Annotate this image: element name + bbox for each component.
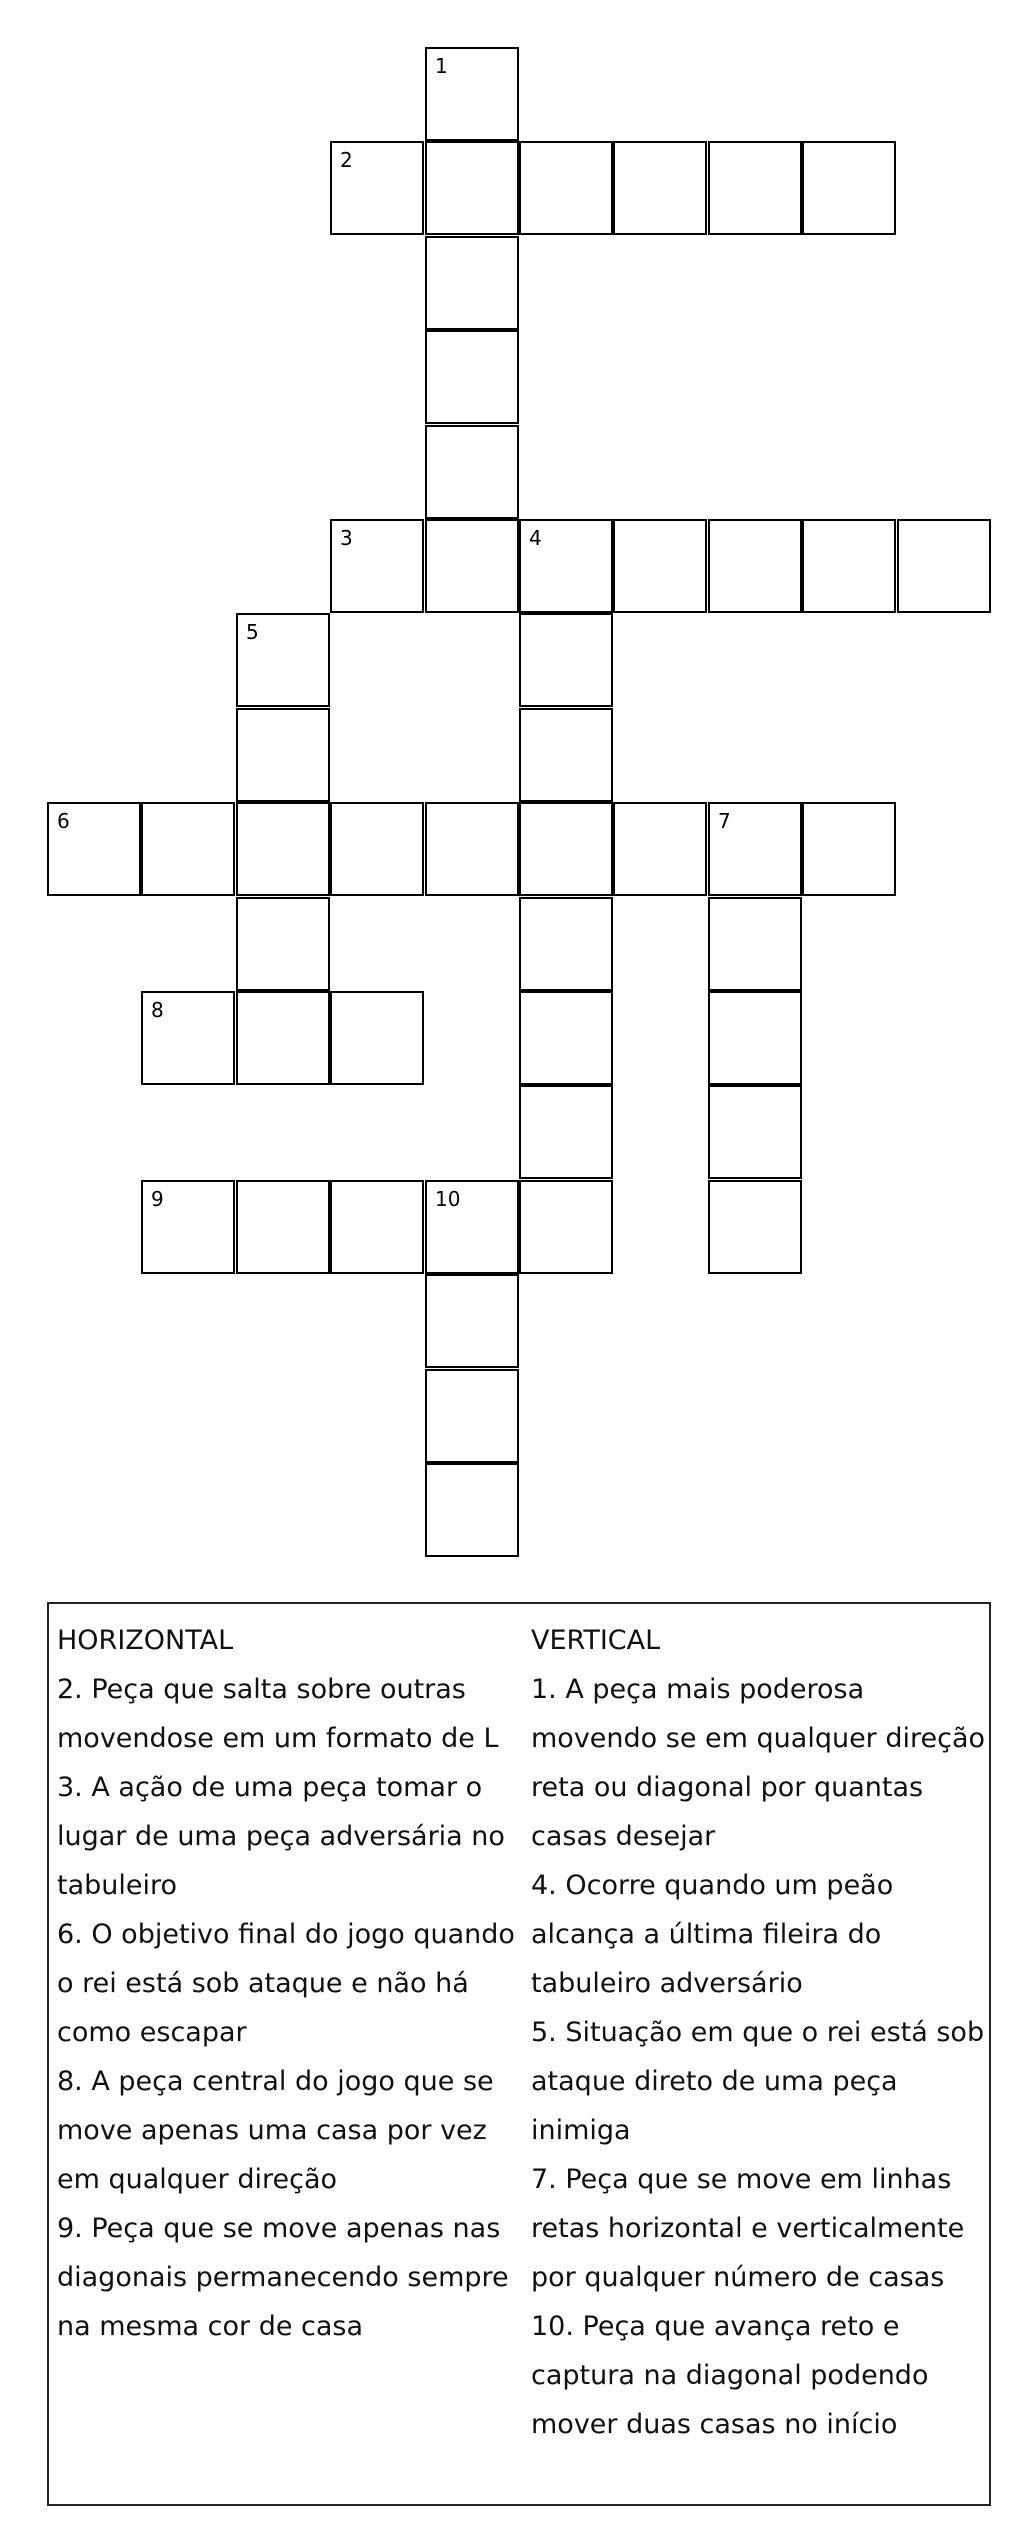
clue-line: por qualquer número de casas — [531, 2262, 945, 2293]
crossword-cell[interactable] — [613, 141, 707, 235]
clue-line: tabuleiro — [57, 1870, 178, 1901]
clue-number: 3 — [340, 526, 353, 550]
clue-line: ataque direto de uma peça — [531, 2066, 898, 2097]
clue-line: lugar de uma peça adversária no — [57, 1821, 505, 1852]
crossword-cell[interactable] — [519, 141, 613, 235]
crossword-cell[interactable] — [236, 1180, 330, 1274]
clue-line: inimiga — [531, 2115, 631, 2146]
crossword-cell[interactable] — [425, 236, 519, 330]
horizontal-clues — [57, 1616, 519, 2351]
clue-line: 7. Peça que se move em linhas — [531, 2164, 952, 2195]
crossword-cell[interactable] — [141, 991, 235, 1085]
clue-line: 8. A peça central do jogo que se — [57, 2066, 494, 2097]
crossword-cell[interactable] — [519, 1085, 613, 1179]
crossword-cell[interactable] — [802, 141, 896, 235]
clue-line: 1. A peça mais poderosa — [531, 1674, 865, 1705]
clue-line: retas horizontal e verticalmente — [531, 2213, 965, 2244]
crossword-cell[interactable] — [425, 330, 519, 424]
crossword-cell[interactable] — [425, 1463, 519, 1557]
crossword-cell[interactable] — [330, 1180, 424, 1274]
clue-number: 6 — [57, 809, 70, 833]
clue-line: captura na diagonal podendo — [531, 2360, 929, 2391]
crossword-cell[interactable] — [425, 1180, 519, 1274]
clue-number: 9 — [151, 1187, 164, 1211]
clue-number: 10 — [435, 1187, 461, 1211]
clue-line: mover duas casas no início — [531, 2409, 898, 2440]
crossword-cell[interactable] — [425, 425, 519, 519]
crossword-cell[interactable] — [141, 802, 235, 896]
crossword-cell[interactable] — [519, 802, 613, 896]
crossword-cell[interactable] — [236, 991, 330, 1085]
clue-line: na mesma cor de casa — [57, 2311, 364, 2342]
crossword-cell[interactable] — [425, 802, 519, 896]
crossword-cell[interactable] — [613, 802, 707, 896]
crossword-cell[interactable] — [519, 991, 613, 1085]
crossword-cell[interactable] — [236, 708, 330, 802]
clue-line: 5. Situação em que o rei está sob — [531, 2017, 985, 2048]
crossword-cell[interactable] — [425, 1369, 519, 1463]
clue-line: como escapar — [57, 2017, 247, 2048]
crossword-cell[interactable] — [519, 708, 613, 802]
clue-line: movendose em um formato de L — [57, 1723, 499, 1754]
crossword-cell[interactable] — [802, 802, 896, 896]
crossword-cell[interactable] — [425, 141, 519, 235]
crossword-cell[interactable] — [330, 519, 424, 613]
clue-line: diagonais permanecendo sempre — [57, 2262, 509, 2293]
crossword-cell[interactable] — [708, 802, 802, 896]
clue-line: 4. Ocorre quando um peão — [531, 1870, 894, 1901]
crossword-cell[interactable] — [897, 519, 991, 613]
clue-line: movendo se em qualquer direção — [531, 1723, 986, 1754]
clue-number: 7 — [718, 809, 731, 833]
crossword-cell[interactable] — [141, 1180, 235, 1274]
clue-line: o rei está sob ataque e não há — [57, 1968, 469, 1999]
crossword-cell[interactable] — [802, 519, 896, 613]
crossword-cell[interactable] — [708, 1085, 802, 1179]
crossword-cell[interactable] — [613, 519, 707, 613]
clue-line: 10. Peça que avança reto e — [531, 2311, 900, 2342]
crossword-cell[interactable] — [330, 991, 424, 1085]
clue-line: 2. Peça que salta sobre outras — [57, 1674, 466, 1705]
vertical-clues — [531, 1616, 989, 2449]
clue-line: em qualquer direção — [57, 2164, 338, 2195]
crossword-cell[interactable] — [236, 802, 330, 896]
crossword-cell[interactable] — [708, 1180, 802, 1274]
clue-line: casas desejar — [531, 1821, 716, 1852]
clue-line: alcança a última fileira do — [531, 1919, 882, 1950]
crossword-cell[interactable] — [519, 1180, 613, 1274]
clue-number: 4 — [529, 526, 542, 550]
crossword-cell[interactable] — [330, 802, 424, 896]
clue-line: reta ou diagonal por quantas — [531, 1772, 924, 1803]
crossword-cell[interactable] — [708, 519, 802, 613]
crossword-cell[interactable] — [47, 802, 141, 896]
clue-number: 5 — [246, 620, 259, 644]
crossword-cell[interactable] — [519, 897, 613, 991]
clue-number: 1 — [435, 54, 448, 78]
crossword-cell[interactable] — [330, 141, 424, 235]
clue-line: tabuleiro adversário — [531, 1968, 803, 1999]
crossword-cell[interactable] — [236, 613, 330, 707]
clues-panel — [47, 1602, 991, 2506]
crossword-cell[interactable] — [708, 141, 802, 235]
horizontal-heading: HORIZONTAL — [57, 1625, 234, 1656]
clue-number: 8 — [151, 998, 164, 1022]
clue-line: 3. A ação de uma peça tomar o — [57, 1772, 483, 1803]
clue-line: 6. O objetivo final do jogo quando — [57, 1919, 515, 1950]
crossword-cell[interactable] — [425, 1274, 519, 1368]
crossword-cell[interactable] — [519, 519, 613, 613]
crossword-cell[interactable] — [708, 897, 802, 991]
vertical-heading: VERTICAL — [531, 1625, 661, 1656]
crossword-cell[interactable] — [236, 897, 330, 991]
crossword-cell[interactable] — [708, 991, 802, 1085]
clue-line: 9. Peça que se move apenas nas — [57, 2213, 501, 2244]
clue-number: 2 — [340, 148, 353, 172]
crossword-cell[interactable] — [519, 613, 613, 707]
crossword-cell[interactable] — [425, 47, 519, 141]
crossword-cell[interactable] — [425, 519, 519, 613]
clue-line: move apenas uma casa por vez — [57, 2115, 487, 2146]
